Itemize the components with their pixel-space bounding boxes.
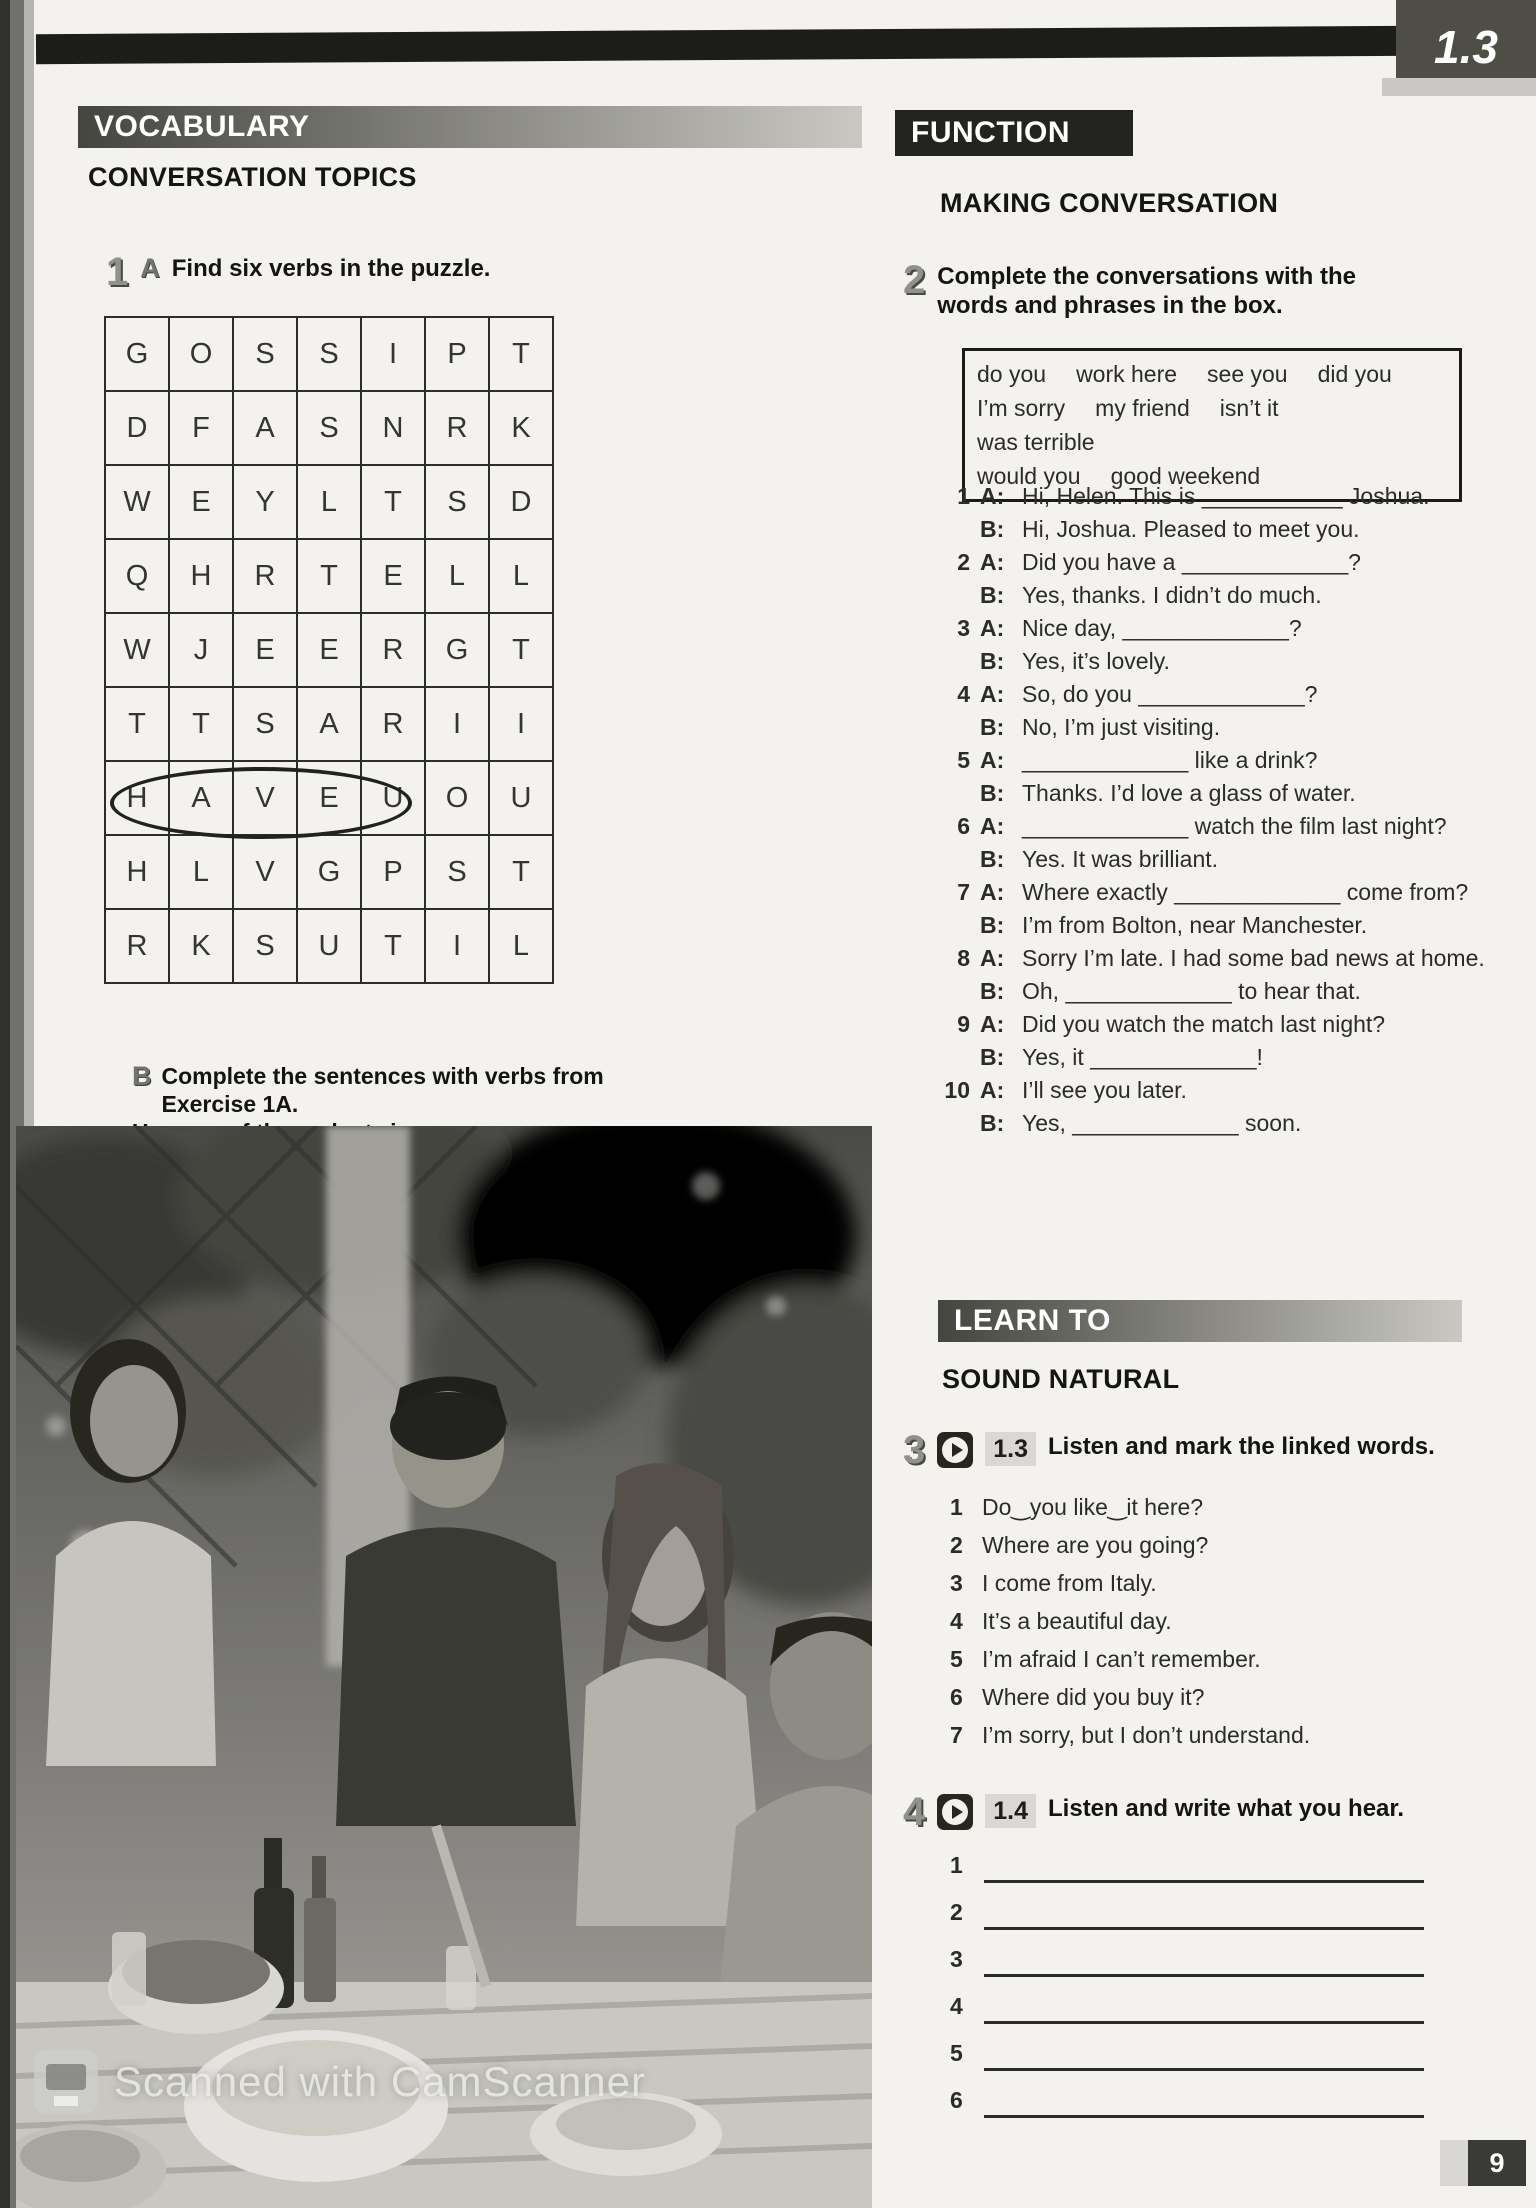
line-text: Hi, Joshua. Pleased to meet you. bbox=[1022, 516, 1360, 542]
puzzle-cell: H bbox=[106, 836, 170, 910]
puzzle-cell: O bbox=[426, 762, 490, 836]
puzzle-cell: E bbox=[298, 614, 362, 688]
answer-line bbox=[984, 1842, 1424, 1883]
line-text: No, I’m just visiting. bbox=[1022, 714, 1221, 740]
audio-track-label: 1.4 bbox=[985, 1794, 1036, 1828]
line-text: Yes, it _____________! bbox=[1022, 1044, 1263, 1070]
puzzle-cell: T bbox=[490, 614, 554, 688]
puzzle-cell: I bbox=[490, 688, 554, 762]
word-box-phrase: my friend bbox=[1095, 395, 1190, 421]
puzzle-cell: D bbox=[106, 392, 170, 466]
word-box-phrase: I’m sorry bbox=[977, 395, 1066, 421]
word-box-phrase: good weekend bbox=[1110, 463, 1261, 489]
page-number: 9 bbox=[1468, 2140, 1526, 2186]
conversation-number: 8 bbox=[957, 945, 970, 971]
conversation-line bbox=[980, 777, 1490, 810]
conversation-line bbox=[980, 876, 1490, 909]
word-box-phrase: did you bbox=[1317, 361, 1392, 387]
puzzle-cell: R bbox=[362, 688, 426, 762]
speaker-label: B: bbox=[980, 1110, 1005, 1136]
conversation-line bbox=[980, 744, 1490, 777]
exercise-part-letter: A bbox=[140, 253, 160, 283]
conversation-number: 6 bbox=[957, 813, 970, 839]
puzzle-cell: T bbox=[106, 688, 170, 762]
exercise-2-header bbox=[903, 258, 1413, 321]
camscanner-watermark bbox=[34, 2050, 646, 2114]
puzzle-cell: N bbox=[362, 392, 426, 466]
puzzle-cell: O bbox=[170, 318, 234, 392]
photo-people-dining bbox=[16, 1126, 872, 2208]
puzzle-cell: A bbox=[234, 392, 298, 466]
conversation-item bbox=[942, 480, 1490, 546]
conversation-line bbox=[980, 678, 1490, 711]
puzzle-cell: D bbox=[490, 466, 554, 540]
exercise-part-letter: B bbox=[132, 1061, 152, 1091]
puzzle-row bbox=[106, 910, 554, 984]
word-search-grid bbox=[104, 316, 554, 984]
puzzle-cell: L bbox=[170, 836, 234, 910]
puzzle-cell: T bbox=[362, 910, 426, 984]
exercise-number: 1 bbox=[106, 250, 129, 294]
speaker-label: A: bbox=[980, 813, 1005, 839]
linked-words-item bbox=[950, 1602, 1455, 1640]
line-text: Oh, _____________ to hear that. bbox=[1022, 978, 1361, 1004]
conversation-item bbox=[942, 678, 1490, 744]
puzzle-cell: E bbox=[170, 466, 234, 540]
puzzle-cell: E bbox=[298, 762, 362, 836]
write-answer-item bbox=[950, 2077, 1430, 2124]
puzzle-cell: E bbox=[234, 614, 298, 688]
conversation-line bbox=[980, 1074, 1490, 1107]
puzzle-cell: S bbox=[234, 688, 298, 762]
conversation-lines bbox=[980, 942, 1490, 1008]
puzzle-cell: H bbox=[106, 762, 170, 836]
watermark-text: Scanned with CamScanner bbox=[114, 2058, 646, 2105]
exercise-number: 4 bbox=[903, 1790, 926, 1834]
item-text: I’m sorry, but I don’t understand. bbox=[982, 1722, 1311, 1748]
conversation-line bbox=[980, 711, 1490, 744]
line-text: Yes. It was brilliant. bbox=[1022, 846, 1219, 872]
puzzle-cell: L bbox=[426, 540, 490, 614]
puzzle-cell: U bbox=[490, 762, 554, 836]
conversation-lines bbox=[980, 1008, 1490, 1074]
exercise-4-header bbox=[903, 1790, 1405, 1834]
line-text: Yes, _____________ soon. bbox=[1022, 1110, 1302, 1136]
conversation-number: 4 bbox=[957, 681, 970, 707]
line-text: Hi, Helen. This is ___________ Joshua. bbox=[1022, 483, 1430, 509]
word-box-phrase: do you bbox=[977, 361, 1047, 387]
vocabulary-topic: CONVERSATION TOPICS bbox=[88, 162, 417, 192]
conversation-item bbox=[942, 1008, 1490, 1074]
conversation-list bbox=[942, 480, 1490, 1140]
line-text: I’m from Bolton, near Manchester. bbox=[1022, 912, 1368, 938]
puzzle-cell: L bbox=[490, 540, 554, 614]
conversation-line bbox=[980, 645, 1490, 678]
puzzle-cell: P bbox=[426, 318, 490, 392]
word-box-phrase: would you bbox=[977, 463, 1081, 489]
conversation-line bbox=[980, 1041, 1490, 1074]
puzzle-cell: G bbox=[298, 836, 362, 910]
item-number: 6 bbox=[950, 2087, 963, 2113]
page-number-strip bbox=[1440, 2140, 1468, 2186]
conversation-lines bbox=[980, 480, 1490, 546]
speaker-label: A: bbox=[980, 681, 1005, 707]
puzzle-cell: S bbox=[298, 318, 362, 392]
exercise-instruction: Find six verbs in the puzzle. bbox=[171, 255, 491, 282]
learn-to-topic: SOUND NATURAL bbox=[942, 1364, 1180, 1394]
item-number: 1 bbox=[950, 1494, 963, 1520]
item-number: 5 bbox=[950, 1646, 963, 1672]
conversation-item bbox=[942, 942, 1490, 1008]
item-number: 4 bbox=[950, 1993, 963, 2019]
conversation-number: 7 bbox=[957, 879, 970, 905]
speaker-label: A: bbox=[980, 945, 1005, 971]
conversation-lines bbox=[980, 678, 1490, 744]
puzzle-cell: K bbox=[170, 910, 234, 984]
item-number: 4 bbox=[950, 1608, 963, 1634]
puzzle-cell: A bbox=[298, 688, 362, 762]
write-answer-item bbox=[950, 1842, 1430, 1889]
answer-line bbox=[984, 2030, 1424, 2071]
puzzle-cell: H bbox=[170, 540, 234, 614]
puzzle-row bbox=[106, 836, 554, 910]
write-answer-item bbox=[950, 1936, 1430, 1983]
speaker-label: A: bbox=[980, 1011, 1005, 1037]
item-text: It’s a beautiful day. bbox=[982, 1608, 1172, 1634]
function-section-header: FUNCTION bbox=[895, 110, 1133, 156]
puzzle-cell: T bbox=[170, 688, 234, 762]
puzzle-cell: G bbox=[106, 318, 170, 392]
write-answer-list bbox=[950, 1842, 1430, 2124]
audio-play-icon bbox=[937, 1794, 973, 1830]
puzzle-row bbox=[106, 540, 554, 614]
conversation-item bbox=[942, 612, 1490, 678]
puzzle-cell: J bbox=[170, 614, 234, 688]
puzzle-row bbox=[106, 392, 554, 466]
puzzle-cell: W bbox=[106, 614, 170, 688]
puzzle-cell: L bbox=[490, 910, 554, 984]
puzzle-cell: E bbox=[362, 540, 426, 614]
puzzle-cell: S bbox=[426, 836, 490, 910]
exercise-instruction: Listen and mark the linked words. bbox=[1048, 1433, 1435, 1460]
puzzle-cell: Y bbox=[234, 466, 298, 540]
item-text: I come from Italy. bbox=[982, 1570, 1157, 1596]
line-text: I’ll see you later. bbox=[1022, 1077, 1187, 1103]
conversation-lines bbox=[980, 612, 1490, 678]
answer-line bbox=[984, 2077, 1424, 2118]
speaker-label: B: bbox=[980, 978, 1005, 1004]
puzzle-cell: L bbox=[298, 466, 362, 540]
line-text: Did you have a _____________? bbox=[1022, 549, 1361, 575]
item-number: 2 bbox=[950, 1899, 963, 1925]
conversation-lines bbox=[980, 1074, 1490, 1140]
conversation-number: 3 bbox=[957, 615, 970, 641]
unit-tab-underline bbox=[1382, 78, 1536, 96]
conversation-item bbox=[942, 1074, 1490, 1140]
item-number: 2 bbox=[950, 1532, 963, 1558]
linked-words-item bbox=[950, 1488, 1455, 1526]
linked-words-item bbox=[950, 1526, 1455, 1564]
book-gutter-shadow-dark bbox=[0, 0, 10, 2208]
speaker-label: B: bbox=[980, 1044, 1005, 1070]
item-number: 5 bbox=[950, 2040, 963, 2066]
line-text: Thanks. I’d love a glass of water. bbox=[1022, 780, 1356, 806]
item-number: 6 bbox=[950, 1684, 963, 1710]
conversation-number: 9 bbox=[957, 1011, 970, 1037]
puzzle-cell: T bbox=[362, 466, 426, 540]
item-number: 7 bbox=[950, 1722, 963, 1748]
item-number: 3 bbox=[950, 1570, 963, 1596]
speaker-label: A: bbox=[980, 879, 1005, 905]
puzzle-cell: S bbox=[234, 910, 298, 984]
line-text: Did you watch the match last night? bbox=[1022, 1011, 1386, 1037]
puzzle-cell: T bbox=[490, 836, 554, 910]
puzzle-cell: K bbox=[490, 392, 554, 466]
exercise-instruction: Complete the conversations with the words and phrases in the box. bbox=[937, 263, 1356, 320]
conversation-line bbox=[980, 975, 1490, 1008]
audio-play-icon bbox=[937, 1432, 973, 1468]
item-text: Where did you buy it? bbox=[982, 1684, 1205, 1710]
write-answer-item bbox=[950, 1983, 1430, 2030]
linked-words-item bbox=[950, 1716, 1455, 1754]
conversation-line bbox=[980, 480, 1490, 513]
conversation-item bbox=[942, 744, 1490, 810]
function-topic: MAKING CONVERSATION bbox=[940, 188, 1279, 218]
conversation-line bbox=[980, 843, 1490, 876]
conversation-line bbox=[980, 1008, 1490, 1041]
puzzle-cell: U bbox=[298, 910, 362, 984]
line-text: So, do you _____________? bbox=[1022, 681, 1318, 707]
photo-illustration bbox=[16, 1126, 872, 2208]
puzzle-cell: R bbox=[106, 910, 170, 984]
write-answer-item bbox=[950, 2030, 1430, 2077]
exercise-1b-header bbox=[132, 1062, 664, 1118]
exercise-instruction: Complete the sentences with verbs from Exercise 1A. bbox=[161, 1063, 604, 1118]
conversation-line bbox=[980, 909, 1490, 942]
conversation-item bbox=[942, 546, 1490, 612]
puzzle-cell: T bbox=[490, 318, 554, 392]
puzzle-cell: S bbox=[426, 466, 490, 540]
linked-words-list bbox=[950, 1488, 1455, 1754]
line-text: Yes, it’s lovely. bbox=[1022, 648, 1170, 674]
puzzle-cell: F bbox=[170, 392, 234, 466]
puzzle-cell: U bbox=[362, 762, 426, 836]
speaker-label: B: bbox=[980, 516, 1005, 542]
line-text: _____________ like a drink? bbox=[1022, 747, 1318, 773]
learn-to-section-header: LEARN TO bbox=[938, 1300, 1462, 1342]
puzzle-cell: A bbox=[170, 762, 234, 836]
conversation-line bbox=[980, 546, 1490, 579]
linked-words-item bbox=[950, 1640, 1455, 1678]
speaker-label: B: bbox=[980, 714, 1005, 740]
puzzle-cell: Q bbox=[106, 540, 170, 614]
conversation-number: 10 bbox=[944, 1077, 970, 1103]
conversation-lines bbox=[980, 546, 1490, 612]
exercise-1a-header bbox=[106, 250, 491, 294]
speaker-label: A: bbox=[980, 1077, 1005, 1103]
line-text: Nice day, _____________? bbox=[1022, 615, 1302, 641]
speaker-label: A: bbox=[980, 483, 1005, 509]
write-answer-item bbox=[950, 1889, 1430, 1936]
conversation-line bbox=[980, 1107, 1490, 1140]
conversation-line bbox=[980, 810, 1490, 843]
exercise-number: 3 bbox=[903, 1428, 926, 1472]
line-text: _____________ watch the film last night? bbox=[1022, 813, 1447, 839]
conversation-number: 5 bbox=[957, 747, 970, 773]
puzzle-row bbox=[106, 466, 554, 540]
conversation-item bbox=[942, 876, 1490, 942]
speaker-label: A: bbox=[980, 747, 1005, 773]
speaker-label: B: bbox=[980, 912, 1005, 938]
puzzle-cell: P bbox=[362, 836, 426, 910]
conversation-number: 1 bbox=[957, 483, 970, 509]
audio-track-label: 1.3 bbox=[985, 1432, 1036, 1466]
circle-annotation-have bbox=[110, 767, 412, 839]
vocabulary-section-header: VOCABULARY bbox=[78, 106, 862, 148]
speaker-label: B: bbox=[980, 780, 1005, 806]
conversation-lines bbox=[980, 810, 1490, 876]
puzzle-cell: I bbox=[362, 318, 426, 392]
word-box-phrase: was terrible bbox=[977, 429, 1095, 455]
speaker-label: B: bbox=[980, 648, 1005, 674]
puzzle-cell: R bbox=[426, 392, 490, 466]
puzzle-row bbox=[106, 318, 554, 392]
word-box-row bbox=[977, 357, 1447, 391]
conversation-line bbox=[980, 942, 1490, 975]
conversation-line bbox=[980, 513, 1490, 546]
speaker-label: A: bbox=[980, 549, 1005, 575]
puzzle-cell: V bbox=[234, 836, 298, 910]
puzzle-cell: I bbox=[426, 910, 490, 984]
puzzle-cell: S bbox=[234, 318, 298, 392]
line-text: Sorry I’m late. I had some bad news at home. bbox=[1022, 945, 1485, 971]
word-box-phrase: see you bbox=[1207, 361, 1288, 387]
puzzle-cell: V bbox=[234, 762, 298, 836]
puzzle-cell: R bbox=[362, 614, 426, 688]
unit-tab: 1.3 bbox=[1396, 0, 1536, 78]
conversation-line bbox=[980, 579, 1490, 612]
word-box-row bbox=[977, 391, 1447, 459]
answer-line bbox=[984, 1983, 1424, 2024]
item-number: 3 bbox=[950, 1946, 963, 1972]
exercise-instruction: Listen and write what you hear. bbox=[1048, 1795, 1405, 1822]
page-top-rule bbox=[36, 26, 1414, 64]
linked-words-item bbox=[950, 1564, 1455, 1602]
item-number: 1 bbox=[950, 1852, 963, 1878]
word-box-phrase: work here bbox=[1076, 361, 1178, 387]
conversation-lines bbox=[980, 876, 1490, 942]
camscanner-logo-icon bbox=[34, 2050, 98, 2114]
speaker-label: B: bbox=[980, 582, 1005, 608]
linked-words-item bbox=[950, 1678, 1455, 1716]
puzzle-row bbox=[106, 688, 554, 762]
puzzle-cell: S bbox=[298, 392, 362, 466]
exercise-number: 2 bbox=[903, 258, 926, 302]
puzzle-cell: G bbox=[426, 614, 490, 688]
puzzle-cell: W bbox=[106, 466, 170, 540]
conversation-number: 2 bbox=[957, 549, 970, 575]
word-box-phrase: isn’t it bbox=[1219, 395, 1279, 421]
conversation-item bbox=[942, 810, 1490, 876]
conversation-lines bbox=[980, 744, 1490, 810]
item-text: Where are you going? bbox=[982, 1532, 1209, 1558]
answer-line bbox=[984, 1889, 1424, 1930]
puzzle-row bbox=[106, 614, 554, 688]
exercise-3-header bbox=[903, 1428, 1435, 1472]
line-text: Yes, thanks. I didn’t do much. bbox=[1022, 582, 1322, 608]
puzzle-cell: R bbox=[234, 540, 298, 614]
puzzle-cell: T bbox=[298, 540, 362, 614]
puzzle-cell: I bbox=[426, 688, 490, 762]
item-text: I’m afraid I can’t remember. bbox=[982, 1646, 1261, 1672]
conversation-line bbox=[980, 612, 1490, 645]
answer-line bbox=[984, 1936, 1424, 1977]
word-box bbox=[962, 348, 1462, 502]
item-text: Do‿you like‿it here? bbox=[982, 1494, 1204, 1520]
speaker-label: A: bbox=[980, 615, 1005, 641]
line-text: Where exactly _____________ come from? bbox=[1022, 879, 1469, 905]
speaker-label: B: bbox=[980, 846, 1005, 872]
